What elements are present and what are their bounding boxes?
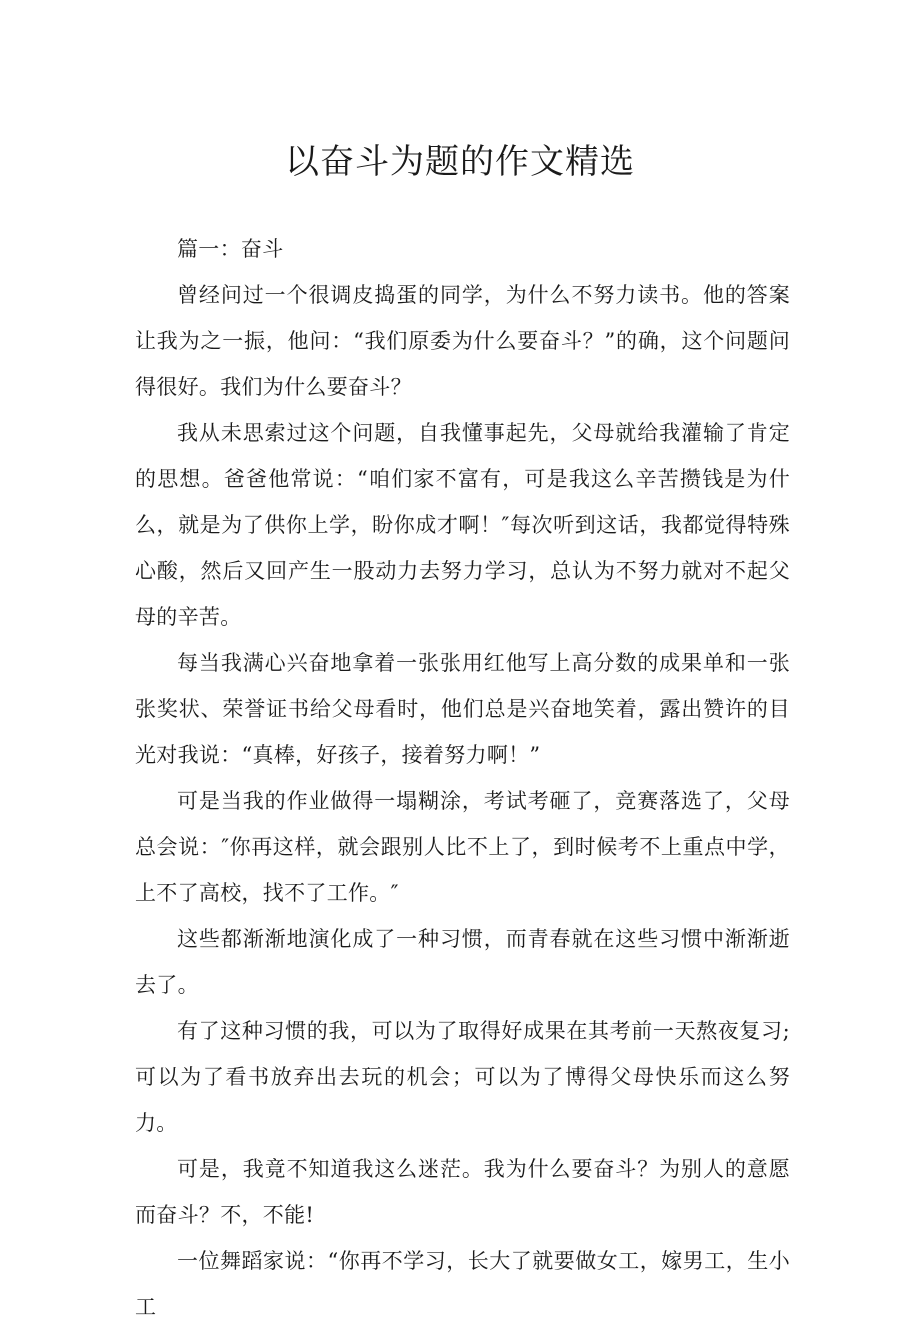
- paragraph-2: 我从未思索过这个问题，自我懂事起先，父母就给我灌输了肯定的思想。爸爸他常说：“咱们家不富有，可是我这么辛苦攒钱是为什么，就是为了供你上学，盼你成才啊！″每次听到这话，我都觉得特殊心酸，然后又回产生一股动力去努力学习，总认为不努力就对不起父母的辛苦。: [135, 421, 790, 629]
- document-body: [135, 226, 790, 1330]
- paragraph-5: 这些都渐渐地演化成了一种习惯，而青春就在这些习惯中渐渐逝去了。: [135, 927, 790, 997]
- paragraph-1: 曾经问过一个很调皮捣蛋的同学，为什么不努力读书。他的答案让我为之一振，他问：“我们原委为什么要奋斗？”的确，这个问题问得很好。我们为什么要奋斗？: [135, 283, 790, 399]
- paragraph-6: 有了这种习惯的我，可以为了取得好成果在其考前一天熬夜复习;可以为了看书放弃出去玩的机会；可以为了博得父母快乐而这么努力。: [135, 1019, 790, 1135]
- paragraph-3: 每当我满心兴奋地拿着一张张用红他写上高分数的成果单和一张张奖状、荣誉证书给父母看时，他们总是兴奋地笑着，露出赞许的目光对我说：“真棒，好孩子，接着努力啊！”: [135, 651, 790, 767]
- paragraph-4: 可是当我的作业做得一塌糊涂，考试考砸了，竞赛落选了，父母总会说：″你再这样，就会跟别人比不上了，到时候考不上重点中学，上不了高校，找不了工作。″: [135, 789, 790, 905]
- paragraph-7: 可是，我竟不知道我这么迷茫。我为什么要奋斗？为别人的意愿而奋斗？不，不能!: [135, 1157, 790, 1227]
- document-title: 以奋斗为题的作文精选: [285, 142, 635, 182]
- paragraph-8: 一位舞蹈家说：“你再不学习，长大了就要做女工，嫁男工，生小工: [135, 1249, 790, 1319]
- section-heading: 篇一：奋斗: [177, 237, 284, 261]
